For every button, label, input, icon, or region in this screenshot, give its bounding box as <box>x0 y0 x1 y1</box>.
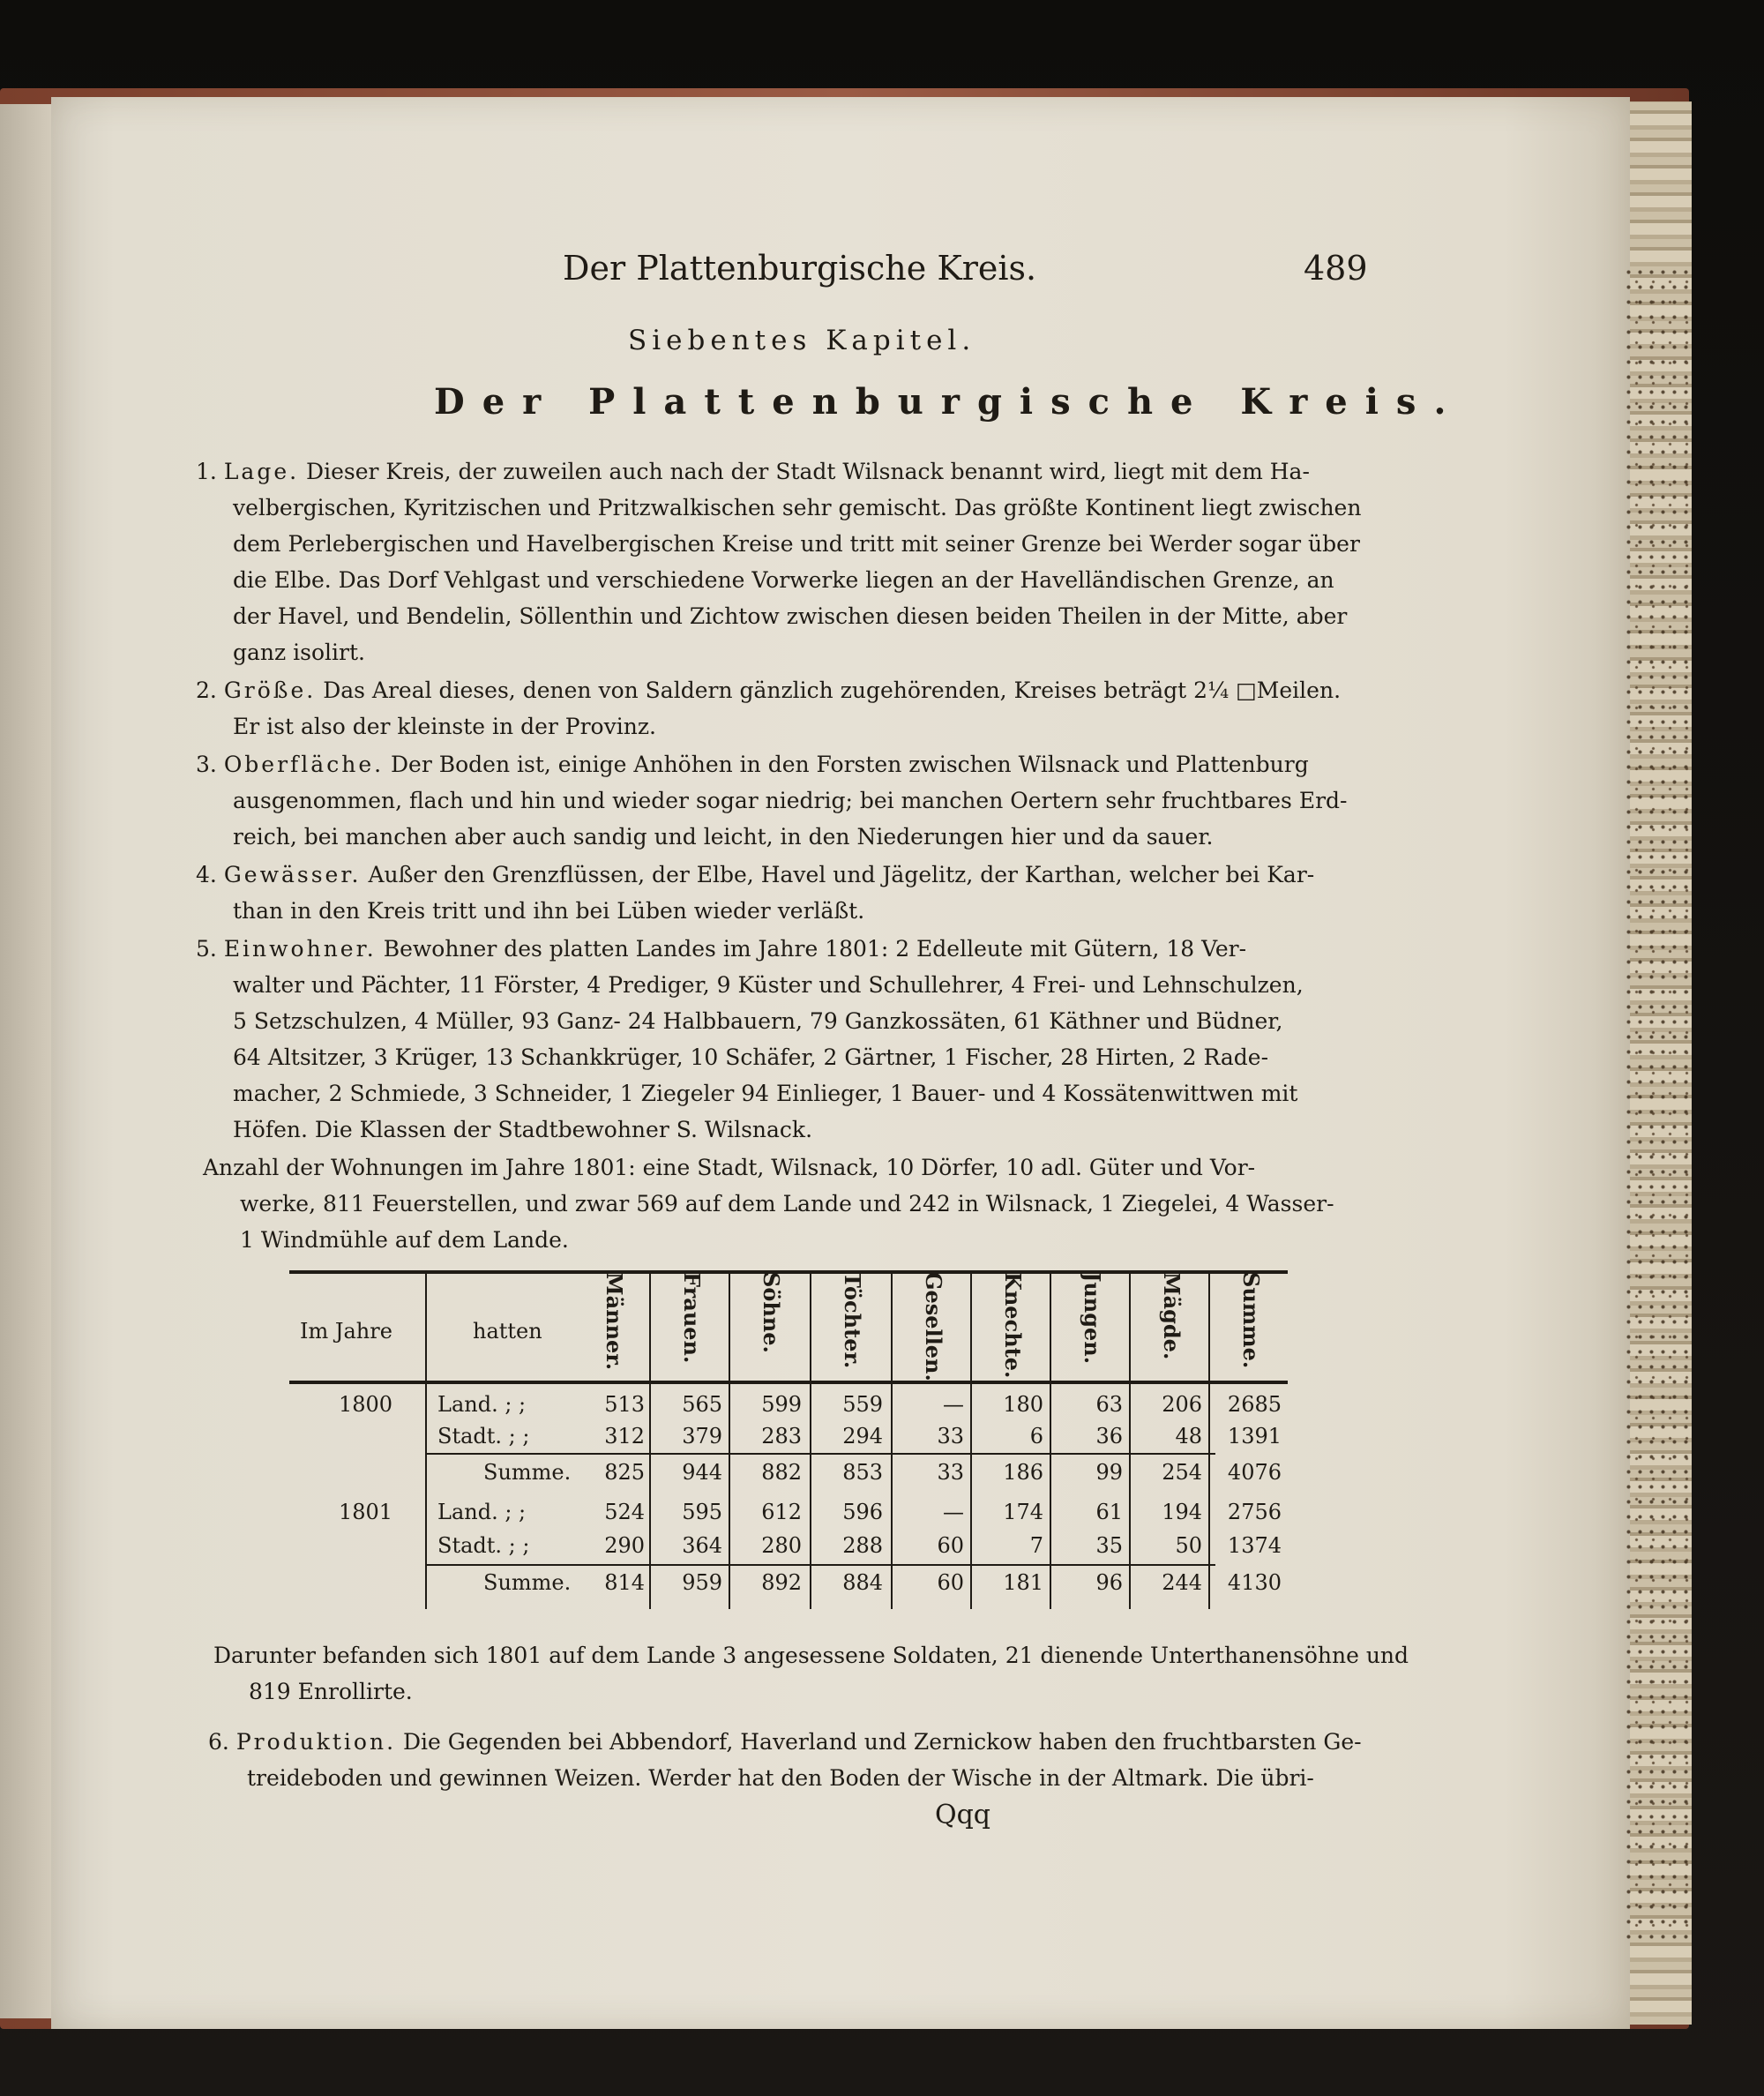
para4-line2: than in den Kreis tritt und ihn bei Lüben wieder verläßt. <box>233 898 865 924</box>
table-cell: 50 <box>1175 1533 1202 1558</box>
para6-text: Die Gegenden bei Abbendorf, Haverland und Zernickow haben den fruchtbarsten Ge- <box>402 1729 1362 1755</box>
para2-number: 2. <box>196 677 217 703</box>
dwellings-line1: Anzahl der Wohnungen im Jahre 1801: eine Stadt, Wilsnack, 10 Dörfer, 10 adl. Güter und Vor- <box>203 1155 1256 1180</box>
row-label: Land. ; ; <box>437 1392 527 1417</box>
para6-line2: treideboden und gewinnen Weizen. Werder hat den Boden der Wische in der Altmark. Die übri- <box>247 1765 1314 1791</box>
col-had-header: hatten <box>473 1319 542 1344</box>
table-cell: 181 <box>1003 1570 1043 1595</box>
table-cell: 364 <box>682 1533 722 1558</box>
table-cell: 892 <box>761 1570 802 1595</box>
table-cell: 63 <box>1095 1392 1123 1417</box>
table-header-rule <box>289 1381 1288 1384</box>
column-divider <box>891 1274 893 1609</box>
para1-number: 1. <box>196 459 217 484</box>
running-head-title: Der Plattenburgische Kreis. <box>563 249 1037 288</box>
column-divider <box>1050 1274 1051 1609</box>
table-cell: 884 <box>842 1570 883 1595</box>
table-cell: 4076 <box>1227 1460 1282 1485</box>
chapter-title: Der Plattenburgische Kreis. <box>434 381 1464 423</box>
table-cell: 612 <box>761 1500 802 1524</box>
column-header: Männer. <box>602 1272 627 1371</box>
table-cell: 1374 <box>1227 1533 1282 1558</box>
column-divider <box>1129 1274 1131 1609</box>
column-header: Töchter. <box>840 1272 865 1369</box>
table-cell: 853 <box>842 1460 883 1485</box>
table-cell: 524 <box>604 1500 645 1524</box>
table-cell: 559 <box>842 1392 883 1417</box>
col-year-header: Im Jahre <box>300 1319 392 1344</box>
para2-text: Das Areal dieses, denen von Saldern gänzlich zugehörenden, Kreises beträgt 2¼ □Meilen. <box>323 677 1342 703</box>
table-cell: 194 <box>1162 1500 1202 1524</box>
table-cell: 882 <box>761 1460 802 1485</box>
table-cell: 174 <box>1003 1500 1043 1524</box>
column-divider <box>970 1274 972 1609</box>
para4-keyword: Gewässer. <box>223 862 362 887</box>
column-header: Knechte. <box>1000 1272 1026 1379</box>
after-table-line1: Darunter befanden sich 1801 auf dem Lande 3 angesessene Soldaten, 21 dienende Unterthanensöhne und <box>213 1643 1409 1668</box>
para5-text: Bewohner des platten Landes im Jahre 1801: 2 Edelleute mit Gütern, 18 Ver- <box>383 936 1247 962</box>
table-cell: 283 <box>761 1424 802 1448</box>
para6-line1 <box>208 1729 1362 1755</box>
after-table-line2: 819 Enrollirte. <box>249 1679 413 1704</box>
table-cell: 4130 <box>1227 1570 1282 1595</box>
table-cell: 206 <box>1162 1392 1202 1417</box>
row-label: Land. ; ; <box>437 1500 527 1524</box>
table-cell: 825 <box>604 1460 645 1485</box>
row-label: Stadt. ; ; <box>437 1533 530 1558</box>
table-cell: 2756 <box>1227 1500 1282 1524</box>
para2-keyword: Größe. <box>223 677 317 703</box>
para5-keyword: Einwohner. <box>223 936 377 962</box>
table-cell: 814 <box>604 1570 645 1595</box>
table-cell: 596 <box>842 1500 883 1524</box>
subtotal-rule-1800 <box>425 1453 1215 1455</box>
para2-line1 <box>196 677 1341 703</box>
table-cell: 290 <box>604 1533 645 1558</box>
foxing-stains <box>1623 265 1692 1941</box>
para4-text: Außer den Grenzflüssen, der Elbe, Havel und Jägelitz, der Karthan, welcher bei Kar- <box>368 862 1315 887</box>
dwellings-line2: werke, 811 Feuerstellen, und zwar 569 auf dem Lande und 242 in Wilsnack, 1 Ziegelei, 4 Wasser- <box>240 1191 1334 1216</box>
row-label: Summe. <box>483 1570 572 1595</box>
table-cell: 280 <box>761 1533 802 1558</box>
para4-number: 4. <box>196 862 217 887</box>
row-year: 1801 <box>339 1500 393 1524</box>
column-header: Mägde. <box>1159 1272 1185 1360</box>
column-header: Frauen. <box>679 1272 705 1364</box>
column-header: Söhne. <box>759 1272 784 1353</box>
para2-line2: Er ist also der kleinste in der Provinz. <box>233 714 656 739</box>
table-cell: 33 <box>937 1460 964 1485</box>
table-cell: 6 <box>1029 1424 1043 1448</box>
table-cell: 36 <box>1095 1424 1123 1448</box>
para4-line1 <box>196 862 1314 887</box>
table-cell: 7 <box>1029 1533 1043 1558</box>
para6-keyword: Produktion. <box>235 1729 397 1755</box>
para3-text: Der Boden ist, einige Anhöhen in den Forsten zwischen Wilsnack und Plattenburg <box>391 752 1309 777</box>
para3-number: 3. <box>196 752 217 777</box>
facing-page-edge <box>0 104 51 2018</box>
table-cell: — <box>943 1500 964 1524</box>
page-number: 489 <box>1304 249 1368 288</box>
para5-line5: macher, 2 Schmiede, 3 Schneider, 1 Ziegeler 94 Einlieger, 1 Bauer- und 4 Kossätenwittwen mit <box>233 1081 1298 1106</box>
column-divider <box>649 1274 651 1609</box>
table-cell: 180 <box>1003 1392 1043 1417</box>
para5-line1 <box>196 936 1246 962</box>
para3-line1 <box>196 752 1309 777</box>
column-divider <box>1208 1274 1210 1609</box>
table-cell: 61 <box>1095 1500 1123 1524</box>
table-cell: 60 <box>937 1570 964 1595</box>
para1-line1 <box>196 459 1310 484</box>
table-cell: 294 <box>842 1424 883 1448</box>
table-year-divider <box>425 1274 427 1609</box>
table-cell: 2685 <box>1227 1392 1282 1417</box>
para1-line6: ganz isolirt. <box>233 640 365 665</box>
table-cell: 99 <box>1095 1460 1123 1485</box>
row-label: Summe. <box>483 1460 572 1485</box>
para1-line3: dem Perlebergischen und Havelbergischen Kreise und tritt mit seiner Grenze bei Werder sogar über <box>233 531 1360 557</box>
table-cell: 944 <box>682 1460 722 1485</box>
table-cell: 1391 <box>1227 1424 1282 1448</box>
para1-line4: die Elbe. Das Dorf Vehlgast und verschiedene Vorwerke liegen an der Havelländischen Grenze, an <box>233 567 1334 593</box>
para1-line5: der Havel, und Bendelin, Söllenthin und Zichtow zwischen diesen beiden Theilen in der Mitte, aber <box>233 603 1348 629</box>
para5-line6: Höfen. Die Klassen der Stadtbewohner S. Wilsnack. <box>233 1117 813 1142</box>
para3-line3: reich, bei manchen aber auch sandig und leicht, in den Niederungen hier und da sauer. <box>233 824 1214 850</box>
table-cell: 33 <box>937 1424 964 1448</box>
para6-number: 6. <box>208 1729 229 1755</box>
table-cell: 565 <box>682 1392 722 1417</box>
table-cell: 48 <box>1175 1424 1202 1448</box>
table-cell: 959 <box>682 1570 722 1595</box>
table-cell: 513 <box>604 1392 645 1417</box>
table-cell: 96 <box>1095 1570 1123 1595</box>
table-cell: 595 <box>682 1500 722 1524</box>
table-cell: 599 <box>761 1392 802 1417</box>
para5-line2: walter und Pächter, 11 Förster, 4 Prediger, 9 Küster und Schullehrer, 4 Frei- und Lehnschulzen, <box>233 972 1304 998</box>
table-cell: 60 <box>937 1533 964 1558</box>
column-header: Gesellen. <box>921 1272 946 1381</box>
subtotal-rule-1801 <box>425 1564 1215 1566</box>
table-cell: 186 <box>1003 1460 1043 1485</box>
para5-line3: 5 Setzschulzen, 4 Müller, 93 Ganz- 24 Halbbauern, 79 Ganzkossäten, 61 Käthner und Büdner, <box>233 1008 1283 1034</box>
column-divider <box>810 1274 811 1609</box>
table-top-rule <box>289 1270 1288 1274</box>
table-cell: 288 <box>842 1533 883 1558</box>
para5-line4: 64 Altsitzer, 3 Krüger, 13 Schankkrüger, 10 Schäfer, 2 Gärtner, 1 Fischer, 28 Hirten, 2 Rade- <box>233 1044 1269 1070</box>
table-cell: 379 <box>682 1424 722 1448</box>
para1-line2: velbergischen, Kyritzischen und Pritzwalkischen sehr gemischt. Das größte Kontinent liegt zwischen <box>233 495 1362 520</box>
row-label: Stadt. ; ; <box>437 1424 530 1448</box>
para1-text: Dieser Kreis, der zuweilen auch nach der Stadt Wilsnack benannt wird, liegt mit dem Ha- <box>306 459 1310 484</box>
column-header: Summe. <box>1238 1272 1264 1369</box>
column-header: Jungen. <box>1080 1272 1105 1365</box>
para3-keyword: Oberfläche. <box>223 752 385 777</box>
table-cell: 254 <box>1162 1460 1202 1485</box>
dwellings-line3: 1 Windmühle auf dem Lande. <box>240 1227 569 1253</box>
table-cell: — <box>943 1392 964 1417</box>
table-cell: 35 <box>1095 1533 1123 1558</box>
para5-number: 5. <box>196 936 217 962</box>
column-divider <box>729 1274 730 1609</box>
table-cell: 312 <box>604 1424 645 1448</box>
signature-mark: Qqq <box>935 1800 991 1830</box>
table-cell: 244 <box>1162 1570 1202 1595</box>
chapter-heading: Siebentes Kapitel. <box>628 325 976 356</box>
para1-keyword: Lage. <box>223 459 300 484</box>
row-year: 1800 <box>339 1392 393 1417</box>
para3-line2: ausgenommen, flach und hin und wieder sogar niedrig; bei manchen Oertern sehr fruchtbares Erd- <box>233 788 1348 813</box>
